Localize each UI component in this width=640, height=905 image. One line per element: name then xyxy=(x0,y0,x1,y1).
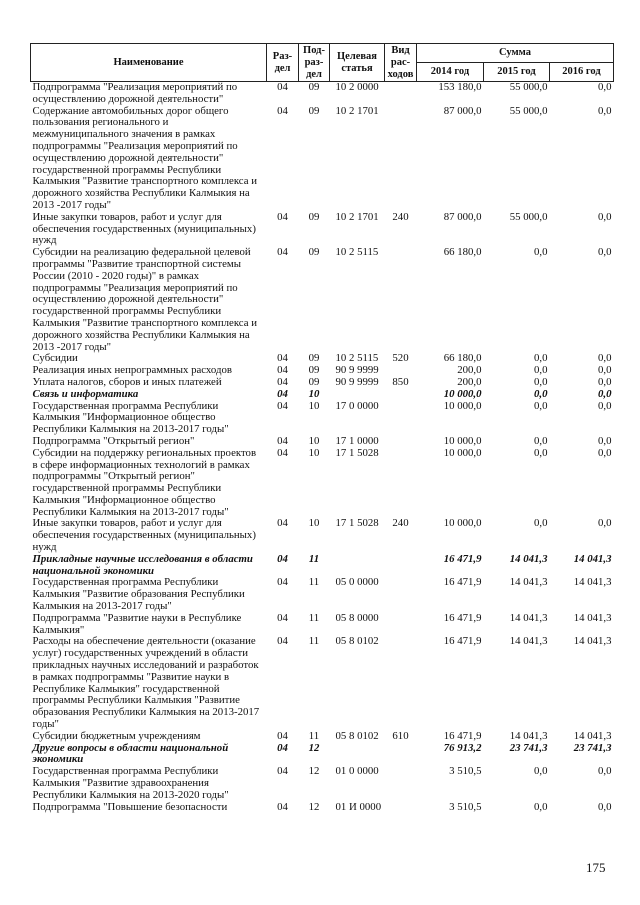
row-podrazdel: 11 xyxy=(308,552,320,565)
table-row xyxy=(31,436,614,448)
row-sum-2015: 55 000,0 xyxy=(509,104,548,117)
row-name: Субсидии xyxy=(32,352,78,365)
header-celevaya: Целевая статья xyxy=(330,44,385,82)
row-celevaya-statya: 10 2 0000 xyxy=(335,81,379,93)
row-name: Государственная программа Республики Калмыкия "Развитие здравоохранения Республики Калмыкия на 2013-2020 годы" xyxy=(32,765,229,801)
row-sum-2015: 0,0 xyxy=(534,434,548,447)
row-podrazdel: 09 xyxy=(308,246,320,259)
row-name: Субсидии на поддержку региональных проектов в сфере информационных технологий в рамках подпрограммы "Открытый регион" государственной программы Республики Калмыкия "Информационное общество Республики Калмыкия на 2013-2017 годы" xyxy=(32,446,257,518)
row-podrazdel: 10 xyxy=(308,387,320,400)
row-razdel: 04 xyxy=(277,552,288,565)
row-vid-rashodov: 610 xyxy=(392,729,409,742)
row-name: Подпрограмма "Открытый регион" xyxy=(32,434,195,447)
row-sum-2016: 0,0 xyxy=(598,517,612,530)
row-name: Подпрограмма "Повышение безопасности xyxy=(32,800,228,813)
row-razdel: 04 xyxy=(277,364,288,377)
row-vid-rashodov xyxy=(385,577,417,612)
table-row xyxy=(31,743,614,767)
row-podrazdel: 09 xyxy=(308,210,320,223)
row-sum-2014: 16 471,9 xyxy=(443,576,482,589)
row-sum-2015: 14 041,3 xyxy=(509,729,548,742)
row-name: Субсидии на реализацию федеральной целевой программы "Развитие транспортной системы России (2010 - 2020 годы)" в рамках подпрограммы "Реализация мероприятий по осуществлению дорожной деятельности" государственной программы Республики Калмыкия "Развитие транспортного комплекса и дорожного хозяйства Республики Калмыкия на 2013 -2017 годы" xyxy=(32,246,257,353)
row-podrazdel: 10 xyxy=(308,446,320,459)
row-celevaya-statya: 10 2 5115 xyxy=(335,352,379,365)
table-row xyxy=(31,212,614,247)
row-sum-2015: 0,0 xyxy=(534,246,548,259)
row-razdel: 04 xyxy=(277,387,288,400)
row-podrazdel: 09 xyxy=(308,364,320,377)
row-sum-2016: 0,0 xyxy=(598,352,612,365)
row-sum-2014: 76 913,2 xyxy=(443,741,482,754)
row-sum-2016: 0,0 xyxy=(598,81,612,93)
row-razdel: 04 xyxy=(277,104,288,117)
row-sum-2014: 10 000,0 xyxy=(443,446,482,459)
row-celevaya-statya: 05 8 0102 xyxy=(335,635,379,648)
row-celevaya-statya: 17 1 0000 xyxy=(335,434,379,447)
row-sum-2014: 16 471,9 xyxy=(443,552,482,565)
row-name: Реализация иных непрограммных расходов xyxy=(32,364,232,377)
row-vid-rashodov xyxy=(385,389,417,401)
row-podrazdel: 10 xyxy=(308,399,320,412)
row-sum-2015: 0,0 xyxy=(534,387,548,400)
row-podrazdel: 11 xyxy=(308,729,320,742)
header-2014: 2014 год xyxy=(417,63,484,82)
row-name: Субсидии бюджетным учреждениям xyxy=(32,729,201,742)
table-row xyxy=(31,577,614,612)
row-sum-2016: 0,0 xyxy=(598,446,612,459)
row-vid-rashodov xyxy=(385,401,417,436)
row-podrazdel: 12 xyxy=(308,741,320,754)
row-vid-rashodov: 240 xyxy=(392,210,409,223)
row-celevaya-statya xyxy=(330,389,385,401)
row-vid-rashodov xyxy=(385,448,417,519)
row-razdel: 04 xyxy=(277,375,288,388)
row-sum-2015: 14 041,3 xyxy=(509,576,548,589)
row-celevaya-statya xyxy=(330,554,385,578)
table-row xyxy=(31,802,614,814)
row-name: Уплата налогов, сборов и иных платежей xyxy=(32,375,222,388)
row-vid-rashodov xyxy=(385,743,417,767)
table-row xyxy=(31,554,614,578)
table-row xyxy=(31,401,614,436)
row-sum-2015: 55 000,0 xyxy=(509,81,548,93)
row-razdel: 04 xyxy=(277,635,288,648)
row-razdel: 04 xyxy=(277,611,288,624)
row-sum-2015: 0,0 xyxy=(534,765,548,778)
row-sum-2015: 23 741,3 xyxy=(509,741,548,754)
row-razdel: 04 xyxy=(277,800,288,813)
row-sum-2016: 14 041,3 xyxy=(573,635,612,648)
row-vid-rashodov xyxy=(385,613,417,637)
table-row xyxy=(31,106,614,212)
row-sum-2014: 10 000,0 xyxy=(443,434,482,447)
row-razdel: 04 xyxy=(277,352,288,365)
row-sum-2014: 200,0 xyxy=(457,375,482,388)
row-podrazdel: 09 xyxy=(308,352,320,365)
row-vid-rashodov xyxy=(385,106,417,212)
table-body xyxy=(31,82,614,814)
row-vid-rashodov xyxy=(385,554,417,578)
row-celevaya-statya: 05 0 0000 xyxy=(335,576,379,589)
row-sum-2016: 0,0 xyxy=(598,375,612,388)
row-podrazdel: 09 xyxy=(308,104,320,117)
row-name: Другие вопросы в области национальной экономики xyxy=(32,741,229,766)
row-sum-2014: 16 471,9 xyxy=(443,729,482,742)
row-podrazdel: 12 xyxy=(308,800,320,813)
row-sum-2014: 16 471,9 xyxy=(443,635,482,648)
row-name: Иные закупки товаров, работ и услуг для обеспечения государственных (муниципальных) нужд xyxy=(32,210,256,247)
page-number: 175 xyxy=(586,860,606,875)
row-sum-2016: 14 041,3 xyxy=(573,552,612,565)
row-name: Государственная программа Республики Калмыкия "Информационное общество Республики Калмыкия на 2013-2017 годы" xyxy=(32,399,229,436)
table-row xyxy=(31,82,614,106)
row-sum-2015: 0,0 xyxy=(534,446,548,459)
table-row xyxy=(31,247,614,353)
row-podrazdel: 10 xyxy=(308,434,320,447)
header-summa: Сумма xyxy=(417,44,614,63)
row-celevaya-statya: 05 8 0000 xyxy=(335,611,379,624)
row-celevaya-statya: 01 И 0000 xyxy=(335,800,382,813)
row-celevaya-statya: 10 2 5115 xyxy=(335,246,379,259)
row-sum-2016: 14 041,3 xyxy=(573,729,612,742)
row-vid-rashodov xyxy=(385,247,417,353)
row-podrazdel: 09 xyxy=(308,81,320,93)
row-name: Расходы на обеспечение деятельности (оказание услуг) государственных учреждений в области прикладных научных исследований и разработок в рамках подпрограммы "Развитие науки в Республике Калмыкия" государственной программы Республики Калмыкия "Развитие образования Республики Калмыкия на 2013-2017 годы" xyxy=(32,635,260,731)
row-sum-2015: 0,0 xyxy=(534,800,548,813)
row-celevaya-statya: 17 1 5028 xyxy=(335,517,379,530)
header-podrazdel: Под- раз- дел xyxy=(299,44,330,82)
table-row xyxy=(31,377,614,389)
row-vid-rashodov xyxy=(385,802,417,814)
row-vid-rashodov xyxy=(385,82,417,106)
row-sum-2015: 0,0 xyxy=(534,399,548,412)
row-celevaya-statya: 17 1 5028 xyxy=(335,446,379,459)
row-sum-2014: 87 000,0 xyxy=(443,104,482,117)
table-row xyxy=(31,636,614,730)
row-vid-rashodov xyxy=(385,636,417,730)
row-sum-2016: 14 041,3 xyxy=(573,611,612,624)
table-row xyxy=(31,518,614,553)
row-celevaya-statya: 10 2 1701 xyxy=(335,210,379,223)
row-name: Содержание автомобильных дорог общего пользования регионального и межмуниципального значения в рамках подпрограммы "Реализация мероприятий по осуществлению дорожной деятельности" государственной программы Республики Калмыкия "Развитие транспортного комплекса и дорожного хозяйства Республики Калмыкия на 2013 -2017 годы" xyxy=(32,104,257,211)
row-sum-2016: 0,0 xyxy=(598,104,612,117)
table-row xyxy=(31,389,614,401)
row-celevaya-statya: 90 9 9999 xyxy=(335,375,379,388)
row-vid-rashodov: 850 xyxy=(392,375,409,388)
row-razdel: 04 xyxy=(277,81,288,93)
row-sum-2015: 0,0 xyxy=(534,352,548,365)
row-razdel: 04 xyxy=(277,446,288,459)
row-sum-2014: 66 180,0 xyxy=(443,246,482,259)
row-sum-2015: 0,0 xyxy=(534,375,548,388)
row-sum-2016: 0,0 xyxy=(598,364,612,377)
row-vid-rashodov: 520 xyxy=(392,352,409,365)
header-razdel: Раз- дел xyxy=(267,44,299,82)
row-celevaya-statya: 90 9 9999 xyxy=(335,364,379,377)
header-name: Наименование xyxy=(31,44,267,82)
table-row xyxy=(31,766,614,801)
row-sum-2014: 10 000,0 xyxy=(443,387,482,400)
table-row xyxy=(31,613,614,637)
row-vid-rashodov xyxy=(385,436,417,448)
row-podrazdel: 12 xyxy=(308,765,320,778)
row-sum-2016: 0,0 xyxy=(598,210,612,223)
row-sum-2014: 10 000,0 xyxy=(443,517,482,530)
row-sum-2015: 14 041,3 xyxy=(509,635,548,648)
row-razdel: 04 xyxy=(277,434,288,447)
row-razdel: 04 xyxy=(277,517,288,530)
row-sum-2014: 87 000,0 xyxy=(443,210,482,223)
row-vid-rashodov xyxy=(385,766,417,801)
row-podrazdel: 10 xyxy=(308,517,320,530)
row-sum-2015: 0,0 xyxy=(534,517,548,530)
row-name: Связь и информатика xyxy=(32,387,139,400)
row-name: Государственная программа Республики Калмыкия "Развитие образования Республики Калмыкия на 2013-2017 годы" xyxy=(32,576,245,613)
row-sum-2014: 66 180,0 xyxy=(443,352,482,365)
row-sum-2014: 3 510,5 xyxy=(449,765,482,778)
row-celevaya-statya xyxy=(330,743,385,767)
row-name: Подпрограмма "Реализация мероприятий по осуществлению дорожной деятельности" xyxy=(32,81,238,105)
row-sum-2015: 55 000,0 xyxy=(509,210,548,223)
row-celevaya-statya: 01 0 0000 xyxy=(335,765,379,778)
header-2015: 2015 год xyxy=(484,63,550,82)
row-podrazdel: 09 xyxy=(308,375,320,388)
row-sum-2016: 14 041,3 xyxy=(573,576,612,589)
row-razdel: 04 xyxy=(277,729,288,742)
header-vid: Вид рас- ходов xyxy=(385,44,417,82)
row-celevaya-statya: 05 8 0102 xyxy=(335,729,379,742)
row-razdel: 04 xyxy=(277,399,288,412)
row-razdel: 04 xyxy=(277,576,288,589)
row-razdel: 04 xyxy=(277,765,288,778)
row-name: Прикладные научные исследования в области национальной экономики xyxy=(32,552,253,577)
row-celevaya-statya: 17 0 0000 xyxy=(335,399,379,412)
row-sum-2014: 10 000,0 xyxy=(443,399,482,412)
budget-table-page xyxy=(30,43,613,813)
row-vid-rashodov: 240 xyxy=(392,517,409,530)
table-row xyxy=(31,448,614,519)
row-sum-2016: 0,0 xyxy=(598,399,612,412)
row-sum-2015: 14 041,3 xyxy=(509,552,548,565)
row-sum-2015: 14 041,3 xyxy=(509,611,548,624)
table-header xyxy=(31,44,614,82)
row-sum-2016: 0,0 xyxy=(598,387,612,400)
row-sum-2016: 23 741,3 xyxy=(573,741,612,754)
row-name: Иные закупки товаров, работ и услуг для обеспечения государственных (муниципальных) нужд xyxy=(32,517,256,554)
row-podrazdel: 11 xyxy=(308,611,320,624)
row-razdel: 04 xyxy=(277,210,288,223)
row-podrazdel: 11 xyxy=(308,635,320,648)
row-name: Подпрограмма "Развитие науки в Республике Калмыкия" xyxy=(32,611,242,636)
row-sum-2014: 3 510,5 xyxy=(449,800,482,813)
row-sum-2016: 0,0 xyxy=(598,434,612,447)
row-razdel: 04 xyxy=(277,246,288,259)
row-razdel: 04 xyxy=(277,741,288,754)
row-sum-2016: 0,0 xyxy=(598,246,612,259)
header-2016: 2016 год xyxy=(550,63,614,82)
row-sum-2016: 0,0 xyxy=(598,765,612,778)
row-sum-2016: 0,0 xyxy=(598,800,612,813)
row-sum-2014: 16 471,9 xyxy=(443,611,482,624)
row-sum-2014: 200,0 xyxy=(457,364,482,377)
budget-table xyxy=(30,43,614,813)
row-sum-2014: 153 180,0 xyxy=(438,81,482,93)
row-celevaya-statya: 10 2 1701 xyxy=(335,104,379,117)
row-sum-2015: 0,0 xyxy=(534,364,548,377)
table-row xyxy=(31,731,614,743)
row-podrazdel: 11 xyxy=(308,576,320,589)
